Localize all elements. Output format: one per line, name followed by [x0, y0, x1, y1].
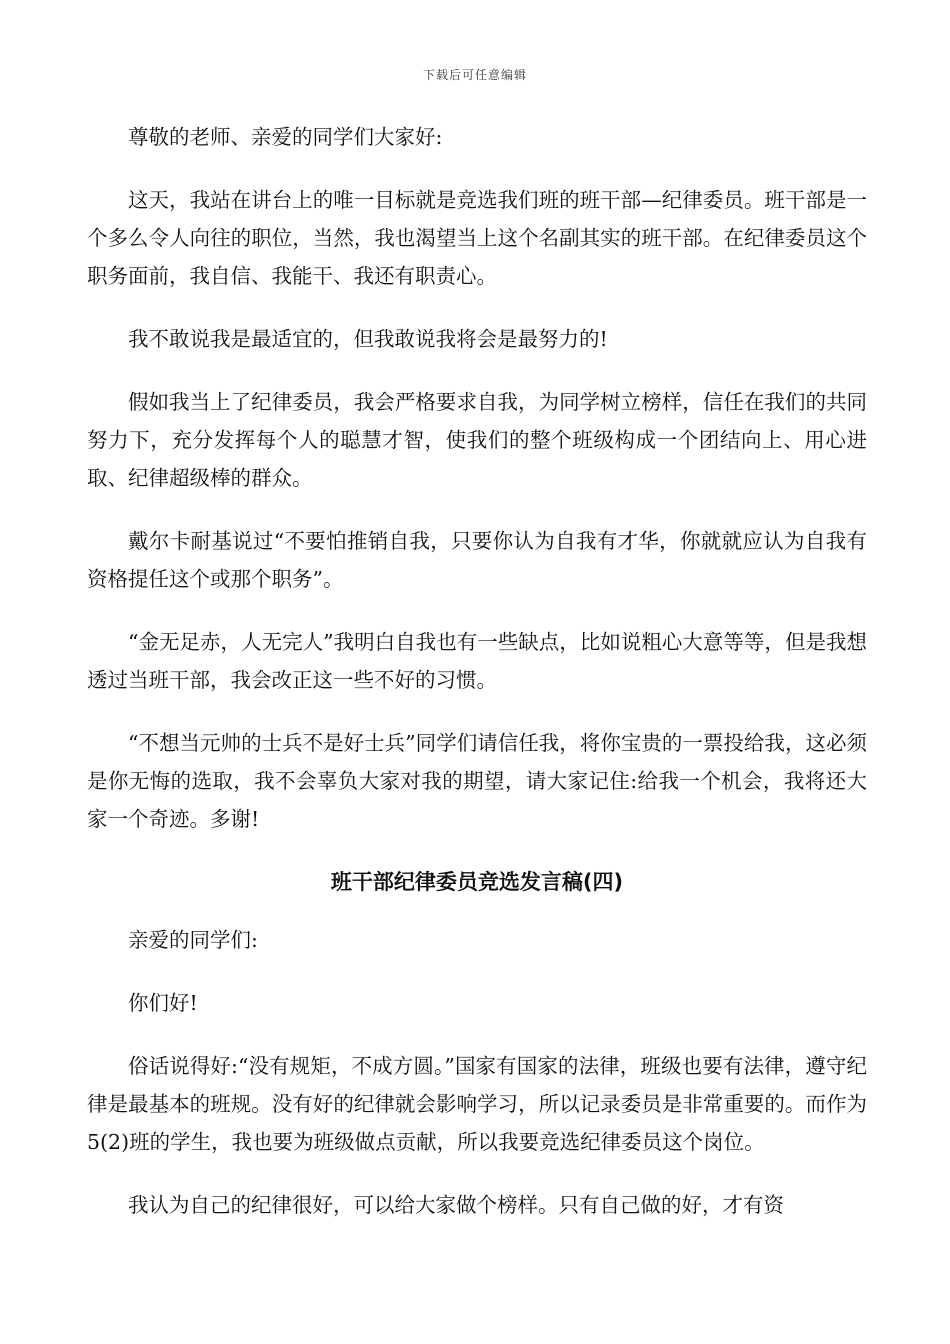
paragraph: 戴尔卡耐基说过“不要怕推销自我，只要你认为自我有才华，你就就应认为自我有资格提任这个或那个职务”。: [87, 529, 867, 591]
paragraph: 俗话说得好:“没有规矩，不成方圆。”国家有国家的法律，班级也要有法律，遵守纪律是最基本的班规。没有好的纪律就会影响学习，所以记录委员是非常重要的。而作为5(2)班的学生，我也要为班级做点贡献，所以我要竞选纪律委员这个岗位。: [87, 1054, 867, 1154]
paragraph: 亲爱的同学们:: [128, 928, 258, 952]
document-body: [87, 118, 867, 1249]
paragraph: 我认为自己的纪律很好，可以给大家做个榜样。只有自己做的好，才有资: [128, 1193, 784, 1217]
section-title: 班干部纪律委员竞选发言稿(四): [330, 870, 624, 894]
paragraph: “不想当元帅的士兵不是好士兵”同学们请信任我，将你宝贵的一票投给我，这必须是你无悔的选取，我不会辜负大家对我的期望，请大家记住:给我一个机会，我将还大家一个奇迹。多谢!: [87, 731, 867, 831]
paragraph: 我不敢说我是最适宜的，但我敢说我将会是最努力的!: [128, 327, 608, 351]
paragraph: 假如我当上了纪律委员，我会严格要求自我，为同学树立榜样，信任在我们的共同努力下，充分发挥每个人的聪慧才智，使我们的整个班级构成一个团结向上、用心进取、纪律超级棒的群众。: [87, 390, 867, 490]
paragraph: “金无足赤，人无完人”我明白自我也有一些缺点，比如说粗心大意等等，但是我想透过当班干部，我会改正这一些不好的习惯。: [87, 630, 867, 692]
page-header: 下载后可任意编辑: [422, 68, 527, 82]
paragraph: 你们好!: [128, 991, 198, 1015]
paragraph: 尊敬的老师、亲爱的同学们大家好:: [128, 125, 443, 149]
paragraph: 这天，我站在讲台上的唯一目标就是竞选我们班的班干部—纪律委员。班干部是一个多么令人向往的职位，当然，我也渴望当上这个名副其实的班干部。在纪律委员这个职务面前，我自信、我能干、我还有职责心。: [87, 188, 867, 288]
